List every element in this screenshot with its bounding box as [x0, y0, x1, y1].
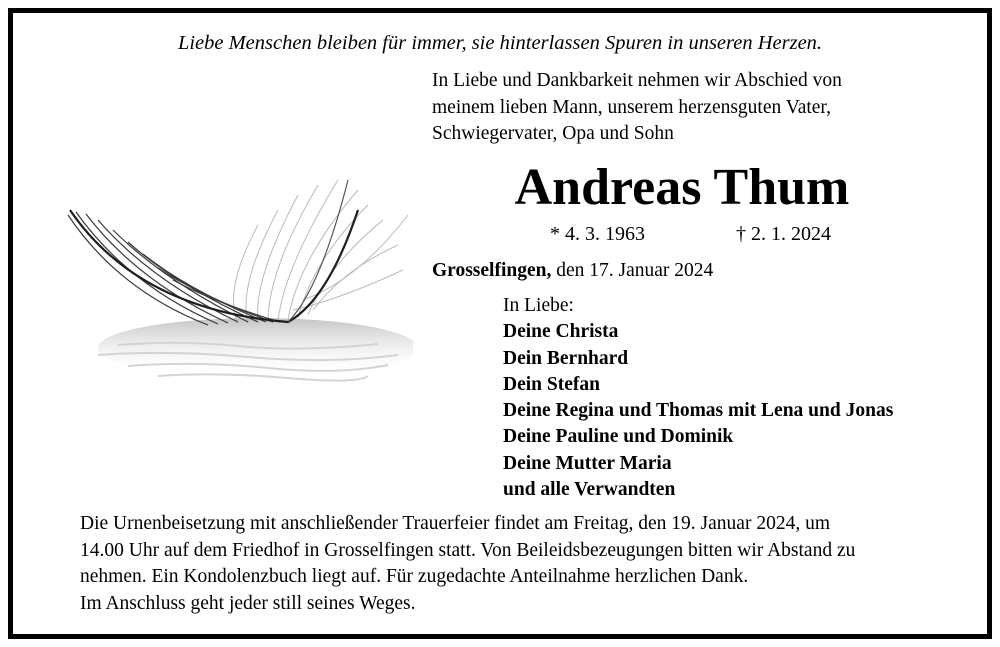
mourner-name: und alle Verwandten — [503, 479, 676, 501]
intro-line: meinem lieben Mann, unserem herzensguten Vater, — [432, 96, 832, 118]
deceased-name: Andreas Thum — [514, 159, 850, 216]
funeral-info — [80, 511, 960, 617]
death-date: † 2. 1. 2024 — [736, 223, 831, 245]
mourners-heading: In Liebe: — [503, 295, 574, 316]
mourner-name: Deine Regina und Thomas mit Lena und Jonas — [503, 400, 894, 422]
feather-image — [58, 150, 413, 390]
mourners-list — [503, 293, 893, 503]
place-date-line — [432, 259, 713, 283]
motto-quote: Liebe Menschen bleiben für immer, sie hinterlassen Spuren in unseren Herzen. — [177, 32, 823, 54]
birth-date: * 4. 3. 1963 — [550, 223, 645, 245]
funeral-info-line: Im Anschluss geht jeder still seines Weges. — [80, 592, 416, 614]
mourner-name: Deine Christa — [503, 321, 619, 343]
mourner-name: Deine Mutter Maria — [503, 452, 672, 474]
mourner-name: Dein Bernhard — [503, 347, 629, 369]
intro-text — [432, 68, 952, 148]
funeral-info-line: 14.00 Uhr auf dem Friedhof in Grosselfingen statt. Von Beileidsbezeugungen bitten wir Abstand zu — [80, 539, 856, 561]
funeral-info-line: nehmen. Ein Kondolenzbuch liegt auf. Für zugedachte Anteilnahme herzlichen Dank. — [80, 566, 749, 587]
intro-line: Schwiegervater, Opa und Sohn — [432, 123, 674, 144]
notice-date: den 17. Januar 2024 — [556, 260, 714, 281]
mourner-name: Deine Pauline und Dominik — [503, 426, 734, 448]
funeral-info-line: Die Urnenbeisetzung mit anschließender Trauerfeier findet am Freitag, den 19. Januar 2024, um — [80, 513, 830, 534]
place-name: Grosselfingen, — [432, 260, 552, 281]
intro-line: In Liebe und Dankbarkeit nehmen wir Abschied von — [432, 70, 842, 91]
mourner-name: Dein Stefan — [503, 373, 600, 395]
